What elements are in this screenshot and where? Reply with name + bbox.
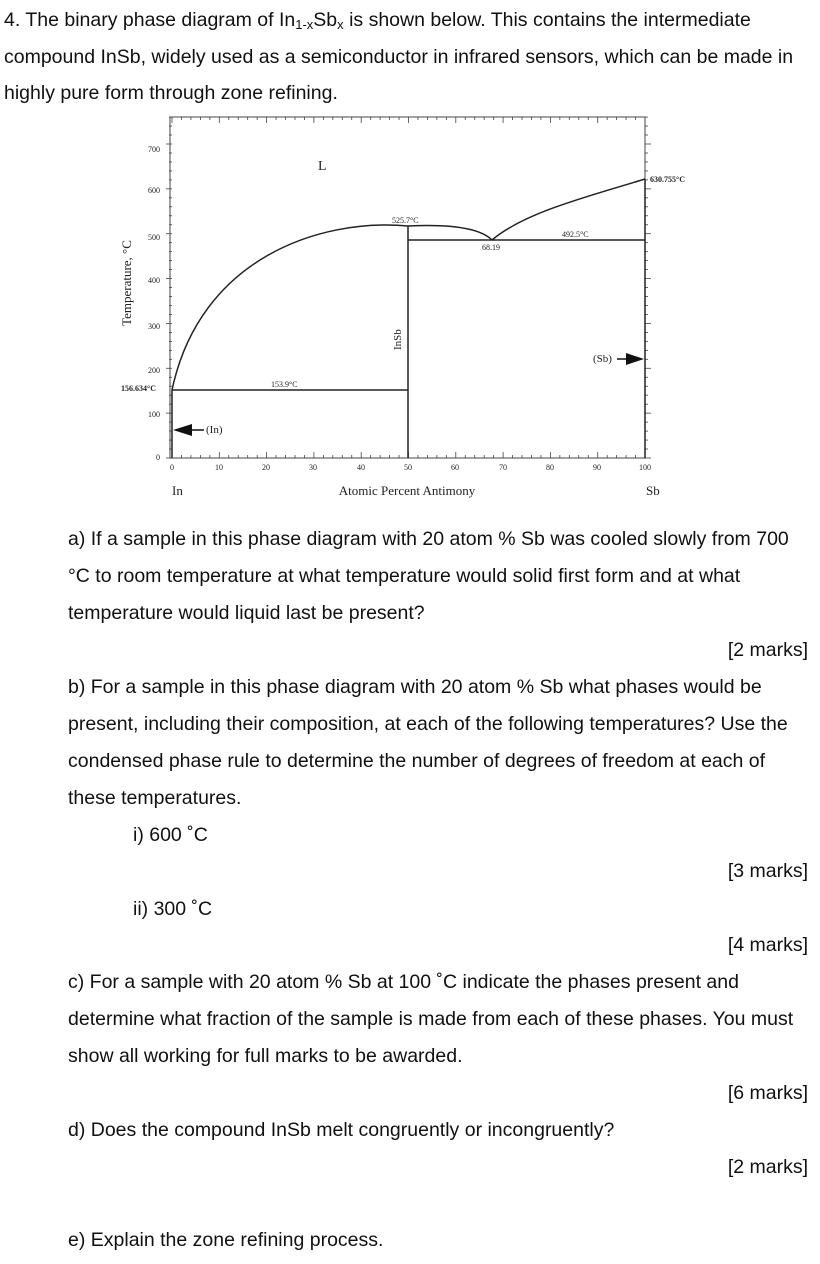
in-phase-arrow-head <box>173 424 192 436</box>
y-tick-600: 600 <box>148 186 160 195</box>
eutectic-right-label: 492.5°C <box>562 230 589 239</box>
liquidus-insb-eutectic <box>408 226 492 240</box>
intro-subscript-1: 1-x <box>295 17 314 32</box>
x-tick-10: 10 <box>215 463 223 472</box>
x-tick-30: 30 <box>309 463 317 472</box>
question-b: b) For a sample in this phase diagram with 20 atom % Sb what phases would be present, including their composition, at each of the following temperatures? Use the condensed phase rule to determine the number of degrees of freedom at each of these temperatures. <box>68 676 788 809</box>
y-axis-label: Temperature, °C <box>119 240 134 326</box>
x-axis-label: Atomic Percent Antimony <box>338 483 476 498</box>
question-b-ii-marks: [4 marks] <box>727 934 808 956</box>
x-tick-40: 40 <box>357 463 365 472</box>
x-tick-60: 60 <box>451 463 459 472</box>
x-tick-50: 50 <box>404 463 412 472</box>
insb-compound-label: InSb <box>392 329 404 350</box>
question-e: e) Explain the zone refining process. <box>68 1229 384 1251</box>
x-tick-70: 70 <box>499 463 507 472</box>
liquid-label: L <box>318 159 327 174</box>
question-a: a) If a sample in this phase diagram with 20 atom % Sb was cooled slowly from 700 °C to room temperature at what temperature would solid first form and at what temperature would liquid last be present? <box>68 528 789 624</box>
eutectic-left-label: 153.9°C <box>271 380 298 389</box>
sb-phase-label: (Sb) <box>593 353 612 365</box>
y-tick-400: 400 <box>148 276 160 285</box>
intro-prefix: 4. The binary phase diagram of In <box>4 9 296 31</box>
phase-diagram <box>0 108 820 508</box>
sb-phase-arrow-head <box>626 353 644 365</box>
x-tick-100: 100 <box>639 463 651 472</box>
x-tick-0: 0 <box>170 463 174 472</box>
insb-melting-label: 525.7°C <box>392 216 419 225</box>
x-tick-80: 80 <box>546 463 554 472</box>
question-4-intro <box>4 2 816 112</box>
intro-sb: Sb <box>313 9 338 31</box>
x-right-end-label: Sb <box>646 483 660 498</box>
y-tick-200: 200 <box>148 366 160 375</box>
y-tick-0: 0 <box>156 453 160 462</box>
eutectic-comp-label: 68.19 <box>482 243 500 252</box>
sb-melting-label: 630.755°C <box>650 175 685 184</box>
question-b-ii: ii) 300 ˚C <box>133 898 213 920</box>
question-c-marks: [6 marks] <box>727 1082 808 1104</box>
x-tick-90: 90 <box>593 463 601 472</box>
y-tick-500: 500 <box>148 233 160 242</box>
liquidus-in-side <box>172 225 408 390</box>
intro-subscript-2: x <box>337 17 344 32</box>
y-tick-300: 300 <box>148 322 160 331</box>
in-melting-label: 156.634°C <box>121 384 156 393</box>
x-left-end-label: In <box>172 483 183 498</box>
question-a-marks: [2 marks] <box>727 639 808 661</box>
intro-rest: is shown below. This contains the intermediate compound InSb, widely used as a semiconductor in infrared sensors, which can be made in highly pure form through zone refining. <box>4 9 794 104</box>
y-tick-700: 700 <box>148 145 160 154</box>
x-tick-20: 20 <box>262 463 270 472</box>
question-d: d) Does the compound InSb melt congruently or incongruently? <box>68 1119 615 1141</box>
question-b-i: i) 600 ˚C <box>133 824 208 846</box>
question-d-marks: [2 marks] <box>727 1156 808 1178</box>
question-c: c) For a sample with 20 atom % Sb at 100 ˚C indicate the phases present and determine what fraction of the sample is made from each of these phases. You must show all working for full marks to be awarded. <box>68 971 794 1067</box>
question-b-i-marks: [3 marks] <box>727 860 808 882</box>
y-tick-100: 100 <box>148 410 160 419</box>
in-phase-label: (In) <box>206 424 223 436</box>
